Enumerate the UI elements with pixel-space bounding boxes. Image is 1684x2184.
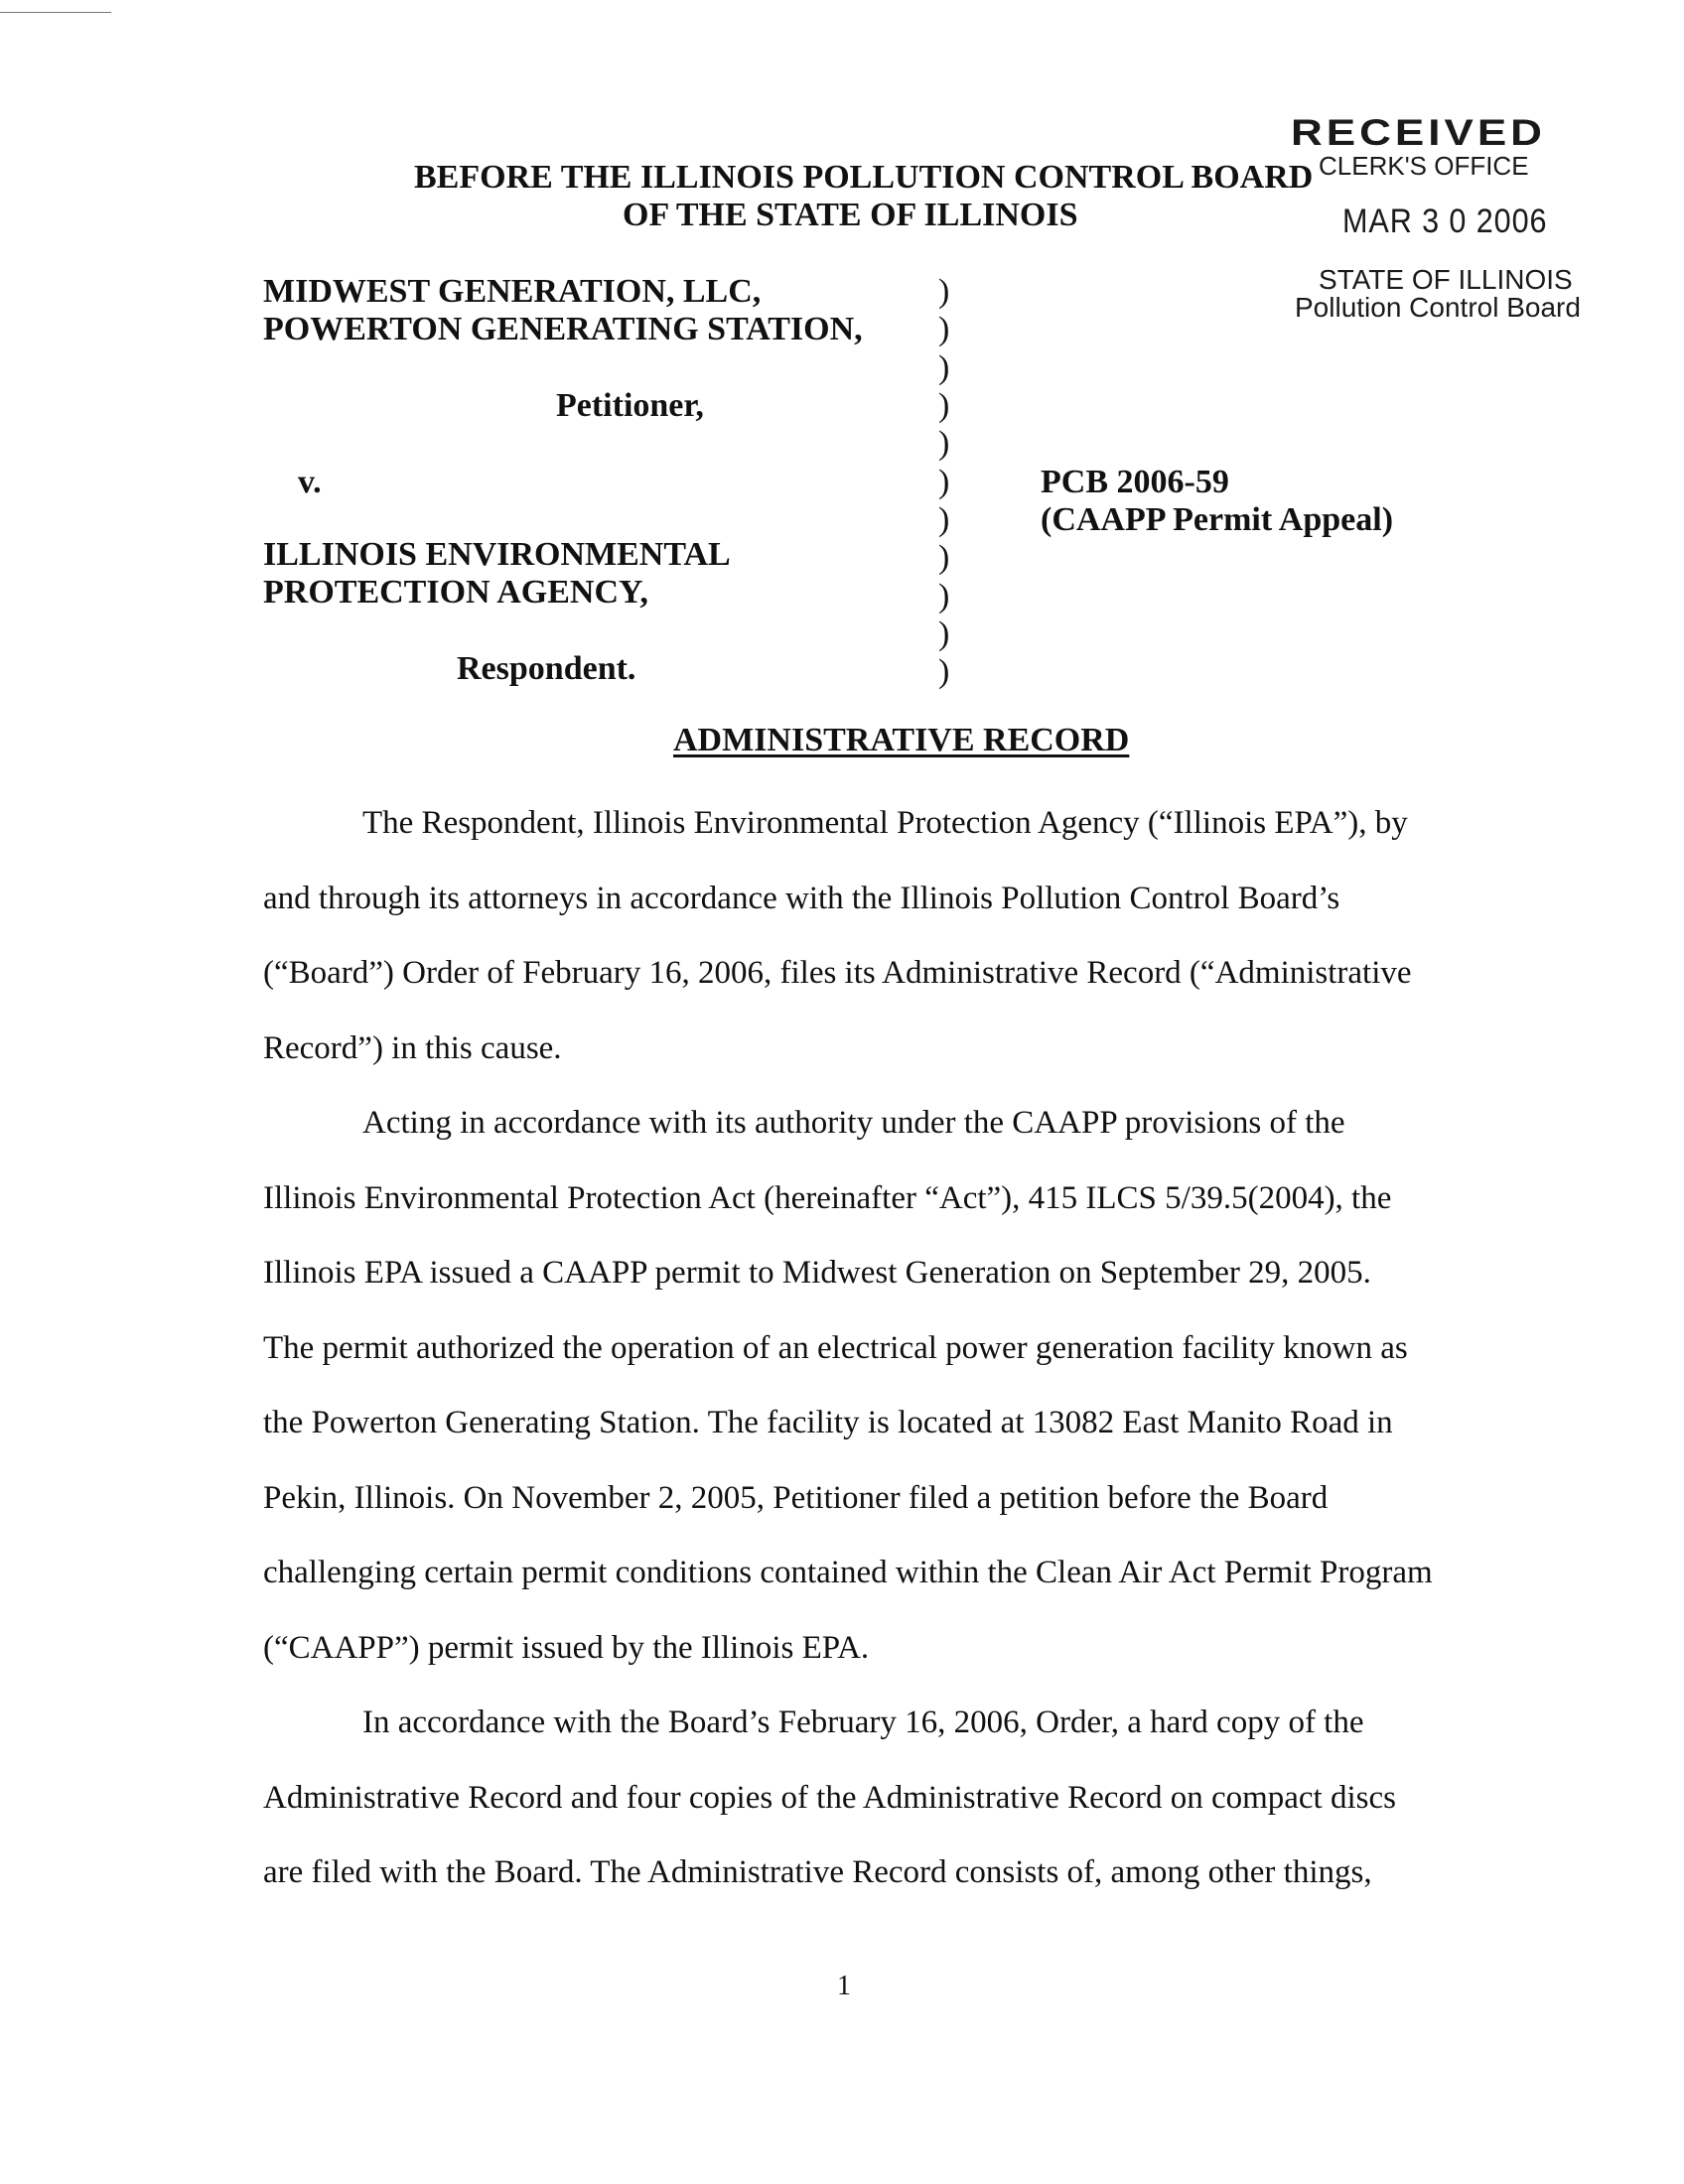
paragraph-line: Record”) in this cause. — [263, 1029, 562, 1066]
caption-paren: ) — [938, 578, 950, 614]
versus: v. — [298, 464, 322, 500]
caption-paren: ) — [938, 653, 950, 690]
scan-artifact-line — [0, 12, 111, 13]
paragraph-line: Administrative Record and four copies of the Administrative Record on compact discs — [263, 1779, 1396, 1816]
paragraph-line: The permit authorized the operation of an electrical power generation facility known as — [263, 1329, 1408, 1366]
respondent-name-2: PROTECTION AGENCY, — [263, 574, 648, 611]
respondent-role: Respondent. — [457, 650, 636, 687]
petitioner-name-2: POWERTON GENERATING STATION, — [263, 311, 863, 347]
caption-paren: ) — [938, 464, 950, 500]
paragraph-line: (“Board”) Order of February 16, 2006, files its Administrative Record (“Administrative — [263, 955, 1412, 991]
caption-paren: ) — [938, 539, 950, 576]
case-type: (CAAPP Permit Appeal) — [1041, 501, 1394, 538]
caption-paren: ) — [938, 273, 950, 310]
paragraph-line: the Powerton Generating Station. The facility is located at 13082 East Manito Road in — [263, 1405, 1393, 1440]
paragraph-line: and through its attorneys in accordance with the Illinois Pollution Control Board’s — [263, 880, 1340, 916]
caption-paren: ) — [938, 501, 950, 538]
stamp-office: CLERK'S OFFICE — [1319, 151, 1529, 181]
stamp-date: MAR 3 0 2006 — [1342, 203, 1548, 240]
caption-paren: ) — [938, 425, 950, 462]
caption-paren: ) — [938, 349, 950, 386]
page-number: 1 — [837, 1971, 851, 2001]
received-stamp — [1291, 111, 1581, 323]
paragraph-line: Acting in accordance with its authority under the CAAPP provisions of the — [362, 1105, 1345, 1141]
paragraph-line: The Respondent, Illinois Environmental Protection Agency (“Illinois EPA”), by — [362, 805, 1408, 841]
paragraph-line: Pekin, Illinois. On November 2, 2005, Petitioner filed a petition before the Board — [263, 1479, 1329, 1516]
stamp-received: RECEIVED — [1291, 111, 1546, 154]
paragraph-line: In accordance with the Board’s February 16, 2006, Order, a hard copy of the — [362, 1705, 1364, 1740]
petitioner-name-1: MIDWEST GENERATION, LLC, — [263, 273, 762, 310]
paragraph-line: Illinois Environmental Protection Act (hereinafter “Act”), 415 ILCS 5/39.5(2004), the — [263, 1179, 1392, 1216]
petitioner-role: Petitioner, — [556, 387, 704, 424]
stamp-state: STATE OF ILLINOIS — [1319, 264, 1573, 295]
paragraph-line: challenging certain permit conditions contained within the Clean Air Act Permit Program — [263, 1555, 1433, 1590]
caption-paren: ) — [938, 311, 950, 347]
respondent-name-1: ILLINOIS ENVIRONMENTAL — [263, 536, 731, 573]
body-text — [263, 786, 1440, 1911]
paragraph-line: (“CAAPP”) permit issued by the Illinois EPA. — [263, 1629, 870, 1666]
document-title: ADMINISTRATIVE RECORD — [673, 722, 1130, 758]
court-heading-line2: OF THE STATE OF ILLINOIS — [623, 197, 1078, 233]
case-number: PCB 2006-59 — [1041, 464, 1229, 500]
caption-paren: ) — [938, 387, 950, 424]
paragraph-line: Illinois EPA issued a CAAPP permit to Midwest Generation on September 29, 2005. — [263, 1255, 1371, 1291]
caption-paren: ) — [938, 615, 950, 652]
court-heading-line1: BEFORE THE ILLINOIS POLLUTION CONTROL BOARD — [414, 159, 1314, 196]
stamp-board: Pollution Control Board — [1295, 292, 1581, 323]
paragraph-line: are filed with the Board. The Administrative Record consists of, among other things, — [263, 1854, 1372, 1890]
